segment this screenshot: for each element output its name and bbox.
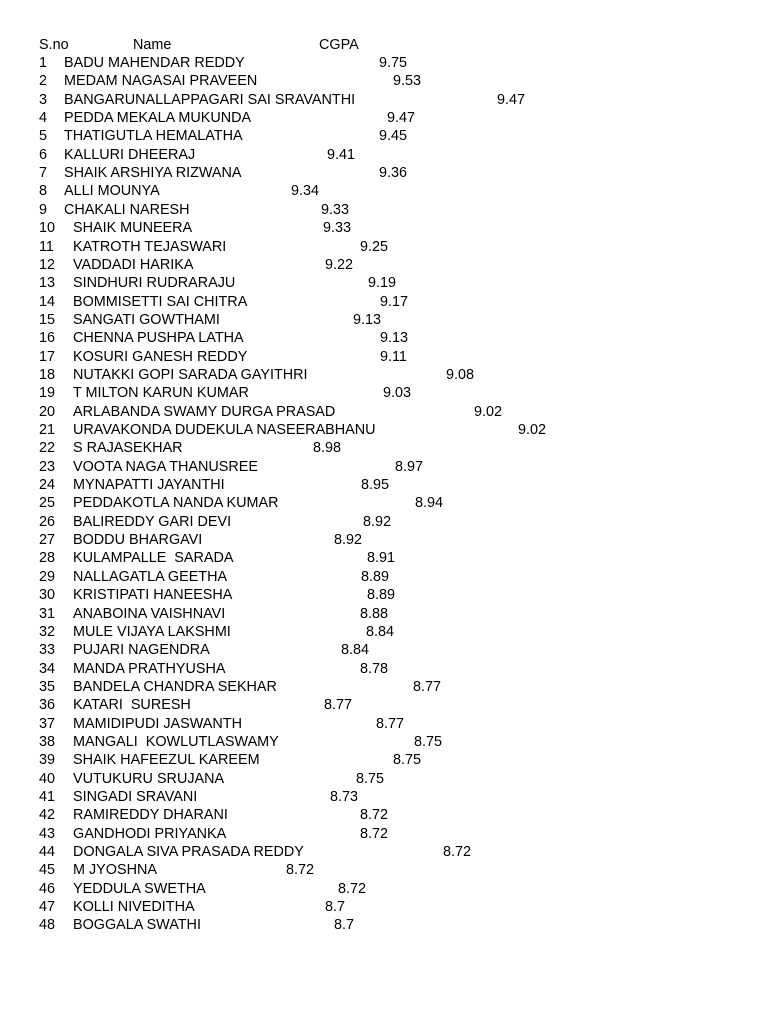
row-name: CHAKALI NARESH xyxy=(64,202,190,218)
row-cgpa: 8.97 xyxy=(395,459,424,475)
row-cgpa: 8.92 xyxy=(363,514,392,530)
header-sno: S.no xyxy=(39,37,69,53)
row-cgpa: 8.94 xyxy=(415,495,444,511)
row-cgpa: 8.7 xyxy=(334,917,355,933)
row-cgpa: 8.73 xyxy=(330,789,359,805)
row-name: M JYOSHNA xyxy=(73,862,157,878)
row-sno: 26 xyxy=(39,514,56,530)
row-sno: 47 xyxy=(39,899,56,915)
row-cgpa: 8.7 xyxy=(325,899,346,915)
row-cgpa: 9.75 xyxy=(379,55,408,71)
row-sno: 5 xyxy=(39,128,48,144)
row-sno: 22 xyxy=(39,440,56,456)
row-cgpa: 8.72 xyxy=(360,807,389,823)
row-name: RAMIREDDY DHARANI xyxy=(73,807,228,823)
row-sno: 16 xyxy=(39,330,56,346)
row-sno: 14 xyxy=(39,294,56,310)
row-sno: 11 xyxy=(39,239,54,255)
row-sno: 46 xyxy=(39,881,56,897)
row-sno: 18 xyxy=(39,367,56,383)
row-cgpa: 8.89 xyxy=(367,587,396,603)
row-name: PEDDA MEKALA MUKUNDA xyxy=(64,110,252,126)
row-sno: 12 xyxy=(39,257,56,273)
header-name: Name xyxy=(133,37,172,53)
row-name: KULAMPALLE SARADA xyxy=(73,550,234,566)
row-cgpa: 8.92 xyxy=(334,532,363,548)
row-sno: 25 xyxy=(39,495,56,511)
row-sno: 13 xyxy=(39,275,56,291)
row-sno: 27 xyxy=(39,532,56,548)
row-cgpa: 8.88 xyxy=(360,606,389,622)
row-cgpa: 9.25 xyxy=(360,239,389,255)
row-sno: 35 xyxy=(39,679,56,695)
row-name: BOGGALA SWATHI xyxy=(73,917,201,933)
row-sno: 39 xyxy=(39,752,56,768)
row-cgpa: 8.75 xyxy=(356,771,385,787)
row-name: MAMIDIPUDI JASWANTH xyxy=(73,716,242,732)
row-name: S RAJASEKHAR xyxy=(73,440,183,456)
row-sno: 37 xyxy=(39,716,56,732)
row-sno: 6 xyxy=(39,147,48,163)
row-sno: 19 xyxy=(39,385,56,401)
row-name: GANDHODI PRIYANKA xyxy=(73,826,227,842)
row-cgpa: 8.75 xyxy=(393,752,422,768)
row-cgpa: 8.91 xyxy=(367,550,396,566)
row-sno: 21 xyxy=(39,422,56,438)
row-cgpa: 9.33 xyxy=(323,220,352,236)
row-name: BALIREDDY GARI DEVI xyxy=(73,514,232,530)
header-cgpa: CGPA xyxy=(319,37,359,53)
row-sno: 15 xyxy=(39,312,56,328)
row-name: SHAIK ARSHIYA RIZWANA xyxy=(64,165,242,181)
row-name: SINDHURI RUDRARAJU xyxy=(73,275,236,291)
row-sno: 30 xyxy=(39,587,56,603)
row-cgpa: 9.36 xyxy=(379,165,408,181)
row-sno: 23 xyxy=(39,459,56,475)
row-name: ALLI MOUNYA xyxy=(64,183,160,199)
row-name: URAVAKONDA DUDEKULA NASEERABHANU xyxy=(73,422,376,438)
row-sno: 17 xyxy=(39,349,56,365)
row-sno: 45 xyxy=(39,862,56,878)
row-sno: 29 xyxy=(39,569,56,585)
row-sno: 28 xyxy=(39,550,56,566)
row-name: PUJARI NAGENDRA xyxy=(73,642,210,658)
row-name: THATIGUTLA HEMALATHA xyxy=(64,128,243,144)
row-sno: 10 xyxy=(39,220,56,236)
row-cgpa: 8.84 xyxy=(341,642,370,658)
row-cgpa: 8.77 xyxy=(324,697,353,713)
row-name: BANGARUNALLAPPAGARI SAI SRAVANTHI xyxy=(64,92,356,108)
row-sno: 8 xyxy=(39,183,48,199)
row-sno: 4 xyxy=(39,110,48,126)
row-sno: 24 xyxy=(39,477,56,493)
row-name: YEDDULA SWETHA xyxy=(73,881,206,897)
row-name: MEDAM NAGASAI PRAVEEN xyxy=(64,73,258,89)
row-name: T MILTON KARUN KUMAR xyxy=(73,385,249,401)
row-cgpa: 9.53 xyxy=(393,73,422,89)
row-cgpa: 9.22 xyxy=(325,257,354,273)
row-cgpa: 9.13 xyxy=(353,312,382,328)
row-sno: 40 xyxy=(39,771,56,787)
row-name: NALLAGATLA GEETHA xyxy=(73,569,228,585)
row-cgpa: 9.19 xyxy=(368,275,397,291)
row-name: KOLLI NIVEDITHA xyxy=(73,899,195,915)
row-cgpa: 8.72 xyxy=(443,844,472,860)
row-sno: 38 xyxy=(39,734,56,750)
row-cgpa: 8.89 xyxy=(361,569,390,585)
row-cgpa: 9.17 xyxy=(380,294,409,310)
row-name: PEDDAKOTLA NANDA KUMAR xyxy=(73,495,279,511)
row-name: NUTAKKI GOPI SARADA GAYITHRI xyxy=(73,367,308,383)
row-name: BANDELA CHANDRA SEKHAR xyxy=(73,679,277,695)
row-cgpa: 8.98 xyxy=(313,440,342,456)
row-name: BADU MAHENDAR REDDY xyxy=(64,55,245,71)
row-name: KRISTIPATI HANEESHA xyxy=(73,587,233,603)
row-name: SANGATI GOWTHAMI xyxy=(73,312,220,328)
row-name: MYNAPATTI JAYANTHI xyxy=(73,477,225,493)
row-sno: 3 xyxy=(39,92,48,108)
row-sno: 34 xyxy=(39,661,56,677)
row-cgpa: 9.33 xyxy=(321,202,350,218)
row-name: SHAIK HAFEEZUL KAREEM xyxy=(73,752,260,768)
row-sno: 9 xyxy=(39,202,48,218)
row-name: VADDADI HARIKA xyxy=(73,257,194,273)
row-cgpa: 8.72 xyxy=(360,826,389,842)
row-cgpa: 8.95 xyxy=(361,477,390,493)
row-sno: 31 xyxy=(39,606,56,622)
row-name: ANABOINA VAISHNAVI xyxy=(73,606,226,622)
row-sno: 41 xyxy=(39,789,56,805)
row-name: VUTUKURU SRUJANA xyxy=(73,771,225,787)
row-name: BODDU BHARGAVI xyxy=(73,532,203,548)
row-cgpa: 8.72 xyxy=(338,881,367,897)
row-name: BOMMISETTI SAI CHITRA xyxy=(73,294,248,310)
row-name: KOSURI GANESH REDDY xyxy=(73,349,248,365)
row-name: KATARI SURESH xyxy=(73,697,191,713)
row-name: VOOTA NAGA THANUSREE xyxy=(73,459,258,475)
row-sno: 32 xyxy=(39,624,56,640)
row-cgpa: 8.72 xyxy=(286,862,315,878)
row-name: SHAIK MUNEERA xyxy=(73,220,193,236)
row-cgpa: 9.11 xyxy=(380,349,407,365)
row-name: MANDA PRATHYUSHA xyxy=(73,661,226,677)
row-cgpa: 9.34 xyxy=(291,183,320,199)
row-name: CHENNA PUSHPA LATHA xyxy=(73,330,244,346)
row-cgpa: 9.41 xyxy=(327,147,356,163)
row-sno: 1 xyxy=(39,55,48,71)
row-name: MULE VIJAYA LAKSHMI xyxy=(73,624,231,640)
row-cgpa: 8.75 xyxy=(414,734,443,750)
row-name: KATROTH TEJASWARI xyxy=(73,239,227,255)
row-cgpa: 8.84 xyxy=(366,624,395,640)
row-cgpa: 9.45 xyxy=(379,128,408,144)
row-sno: 36 xyxy=(39,697,56,713)
row-sno: 33 xyxy=(39,642,56,658)
row-sno: 48 xyxy=(39,917,56,933)
row-cgpa: 9.13 xyxy=(380,330,409,346)
row-name: ARLABANDA SWAMY DURGA PRASAD xyxy=(73,404,336,420)
row-cgpa: 8.78 xyxy=(360,661,389,677)
row-cgpa: 9.47 xyxy=(387,110,416,126)
row-cgpa: 8.77 xyxy=(376,716,405,732)
row-sno: 7 xyxy=(39,165,48,181)
row-sno: 20 xyxy=(39,404,56,420)
row-cgpa: 9.47 xyxy=(497,92,526,108)
row-name: SINGADI SRAVANI xyxy=(73,789,198,805)
row-name: DONGALA SIVA PRASADA REDDY xyxy=(73,844,304,860)
row-cgpa: 9.03 xyxy=(383,385,412,401)
row-name: KALLURI DHEERAJ xyxy=(64,147,196,163)
row-cgpa: 9.02 xyxy=(474,404,503,420)
row-cgpa: 9.02 xyxy=(518,422,547,438)
row-sno: 42 xyxy=(39,807,56,823)
row-sno: 44 xyxy=(39,844,56,860)
row-sno: 2 xyxy=(39,73,48,89)
row-name: MANGALI KOWLUTLASWAMY xyxy=(73,734,279,750)
row-cgpa: 8.77 xyxy=(413,679,442,695)
row-sno: 43 xyxy=(39,826,56,842)
row-cgpa: 9.08 xyxy=(446,367,475,383)
